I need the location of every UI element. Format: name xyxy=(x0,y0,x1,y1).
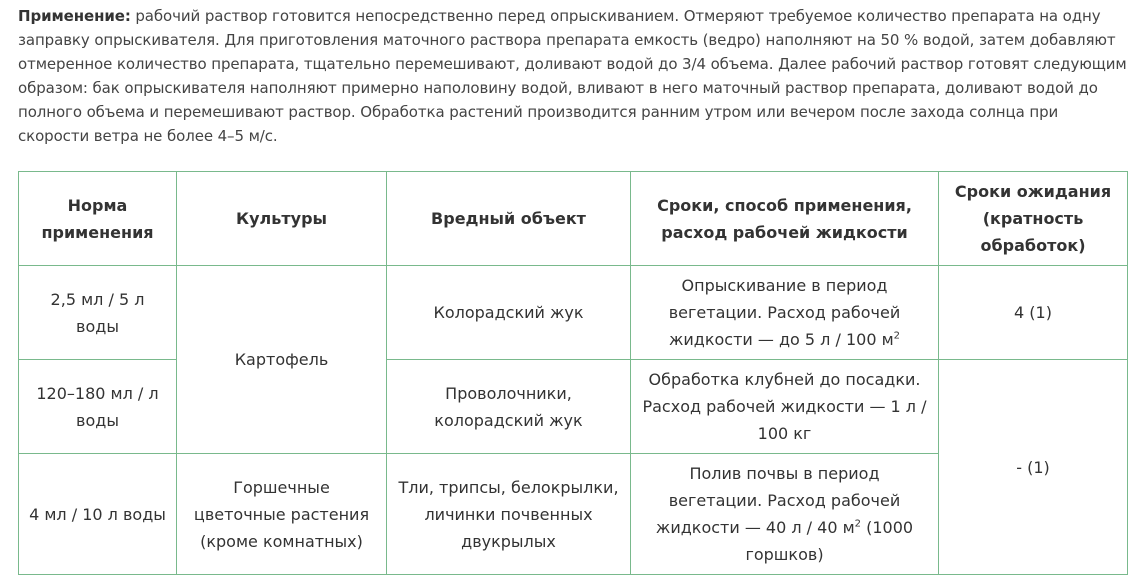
cell-wait: - (1) xyxy=(939,360,1128,575)
cell-method xyxy=(631,266,939,360)
cell-pest: Тли, трипсы, белокрылки, личинки почвенных двукрылых xyxy=(387,454,631,575)
method-superscript: 2 xyxy=(893,330,901,342)
cell-crop: Горшечные цветочные растения (кроме комнатных) xyxy=(177,454,387,575)
method-tail: (1000 горшков) xyxy=(745,518,914,564)
method-superscript: 2 xyxy=(854,518,862,530)
application-label: Применение: xyxy=(18,7,131,25)
header-wait: Сроки ожидания (кратность обработок) xyxy=(939,172,1128,266)
header-crop: Культуры xyxy=(177,172,387,266)
method-text: Полив почвы в период вегетации. Расход рабочей жидкости — 40 л / 40 м xyxy=(655,464,901,537)
table-header-row xyxy=(19,172,1128,266)
cell-rate: 2,5 мл / 5 л воды xyxy=(19,266,177,360)
cell-rate: 120–180 мл / л воды xyxy=(19,360,177,454)
cell-wait: 4 (1) xyxy=(939,266,1128,360)
cell-crop: Картофель xyxy=(177,266,387,454)
method-text: Опрыскивание в период вегетации. Расход рабочей жидкости — до 5 л / 100 м xyxy=(668,276,901,349)
cell-rate: 4 мл / 10 л воды xyxy=(19,454,177,575)
header-rate: Норма применения xyxy=(19,172,177,266)
cell-pest: Проволочники, колорадский жук xyxy=(387,360,631,454)
table-row xyxy=(19,266,1128,360)
application-paragraph xyxy=(18,4,1128,148)
header-pest: Вредный объект xyxy=(387,172,631,266)
header-method: Сроки, способ применения, расход рабочей жидкости xyxy=(631,172,939,266)
cell-pest: Колорадский жук xyxy=(387,266,631,360)
application-text: рабочий раствор готовится непосредственно перед опрыскиванием. Отмеряют требуемое количество препарата на одну заправку опрыскивателя. Для приготовления маточного раствора препарата емкость (ведро) наполняют на 50 % водой, затем добавляют отмеренное количество препарата, тщательно перемешивают, доливают водой до 3/4 объема. Далее рабочий раствор готовят следующим образом: бак опрыскивателя наполняют примерно наполовину водой, вливают в него маточный раствор препарата, доливают водой до полного объема и перемешивают раствор. Обработка растений производится ранним утром или вечером после захода солнца при скорости ветра не более 4–5 м/с. xyxy=(18,7,1127,145)
cell-method xyxy=(631,454,939,575)
dosage-table xyxy=(18,171,1128,575)
cell-method: Обработка клубней до посадки. Расход рабочей жидкости — 1 л / 100 кг xyxy=(631,360,939,454)
